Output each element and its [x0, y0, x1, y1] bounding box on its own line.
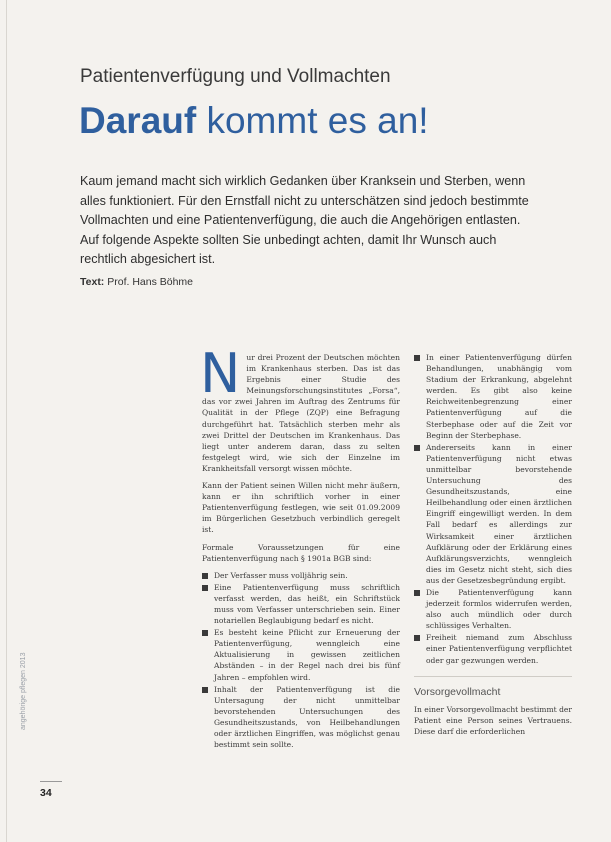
byline-label: Text: [80, 276, 105, 288]
list-item: In einer Patientenverfügung dürfen Behandlungen, unabhängig vom Stadium der Erkrankung, abgelehnt werden. Es gibt also keine Reichweitenbegrenzung einer Patientenverfügung auf die Sterbephase oder auf die Zeit vor Beginn der Sterbephase. [414, 352, 572, 441]
page-number: 34 [40, 787, 52, 799]
article-column-2 [414, 352, 572, 743]
article-byline [80, 276, 193, 288]
body-paragraph: Kann der Patient seinen Willen nicht mehr äußern, kann er ihn schriftlich vorher in einer Patientenverfügung festlegen, wie seit 01.09.2009 im Bürgerlichen Gesetzbuch verbindlich geregelt ist. [202, 481, 400, 535]
body-paragraph: In einer Vorsorgevollmacht bestimmt der Patient eine Person seines Vertrauens. Diese darf die erforderlichen [414, 704, 572, 736]
page-edge [6, 0, 7, 842]
body-paragraph: Formale Voraussetzungen für eine Patientenverfügung nach § 1901a BGB sind: [202, 542, 400, 563]
list-item: Die Patientenverfügung kann jederzeit formlos widerrufen werden, also auch mündlich oder durch schlüssiges Verhalten. [414, 587, 572, 631]
article-headline [79, 96, 429, 146]
list-item: Freiheit niemand zum Abschluss einer Patientenverfügung verpflichtet oder gar gezwungen werden. [414, 632, 572, 665]
list-item: Andererseits kann in einer Patientenverfügung nicht etwas unmittelbar bevorstehende Untersuchung des Gesundheitszustands, eine Heilbehandlung oder einen ärztlichen Eingriff eingewilligt werden. In dem Fall bedarf es allerdings zur Wirksamkeit einer ärztlichen Aufklärung oder der Erklärung eines Aufklärungsverzichts, wenngleich dies im Gesetz nicht steht, sich dies aus der Gesetzesbegründung ergibt. [414, 442, 572, 586]
publication-side-tag: angehörige pflegen 2013 [20, 652, 27, 730]
article-column-1 [200, 342, 400, 756]
drop-cap: N [200, 342, 241, 405]
section-subhead: Vorsorgevollmacht [414, 676, 572, 698]
requirements-list-continued [414, 352, 572, 666]
list-item: Eine Patientenverfügung muss schriftlich verfasst werden, das heißt, ein Schriftstück muss vom Verfasser unterschrieben sein. Einer notariellen Beglaubigung bedarf es nicht. [202, 582, 400, 626]
list-item: Der Verfasser muss volljährig sein. [202, 570, 400, 581]
list-item: Es besteht keine Pflicht zur Erneuerung der Patientenverfügung, wenngleich eine Aktualisierung in gewissen zeitlichen Abständen – in der Regel nach drei bis fünf Jahren – empfohlen wird. [202, 627, 400, 682]
intro-text: ur drei Prozent der Deutschen möchten im Krankenhaus sterben. Das ist das Ergebnis einer Studie des Meinungsforschungsinstitutes „Forsa“, das vor zwei Jahren im Auftrag des Zentrums für Qualität in der Pflege (ZQP) eine Befragung durchgeführt hat. Tatsächlich sterben mehr als zwei Drittel der Deutschen im Krankenhaus. Das liegt unter anderem daran, dass zu selten festgelegt wird, wie sich der Einzelne im Krankheitsfall versorgt wissen möchte. [202, 353, 400, 473]
headline-rest: kommt es an! [196, 100, 429, 141]
byline-author: Prof. Hans Böhme [104, 276, 194, 288]
article-kicker: Patientenverfügung und Vollmachten [80, 66, 391, 87]
headline-bold: Darauf [79, 100, 197, 141]
list-item: Inhalt der Patientenverfügung ist die Untersagung der nicht unmittelbar bevorstehenden Untersuchungen des Gesundheitszustands, von Heilbehandlungen oder ärztlichen Eingriffen, was möglichst genau bestimmt sein sollte. [202, 684, 400, 751]
requirements-list [202, 570, 400, 751]
page-number-rule [40, 781, 62, 782]
intro-paragraph [200, 342, 400, 474]
article-lead: Kaum jemand macht sich wirklich Gedanken über Kranksein und Sterben, wenn alles funktioniert. Für den Ernstfall nicht zu unterschätzen sind jedoch bestimmte Vollmachten und eine Patientenverfügung, die auch die Angehörigen entlasten. Auf folgende Aspekte sollten Sie unbedingt achten, damit Ihr Wunsch auch rechtlich abgesichert ist. [80, 174, 529, 267]
